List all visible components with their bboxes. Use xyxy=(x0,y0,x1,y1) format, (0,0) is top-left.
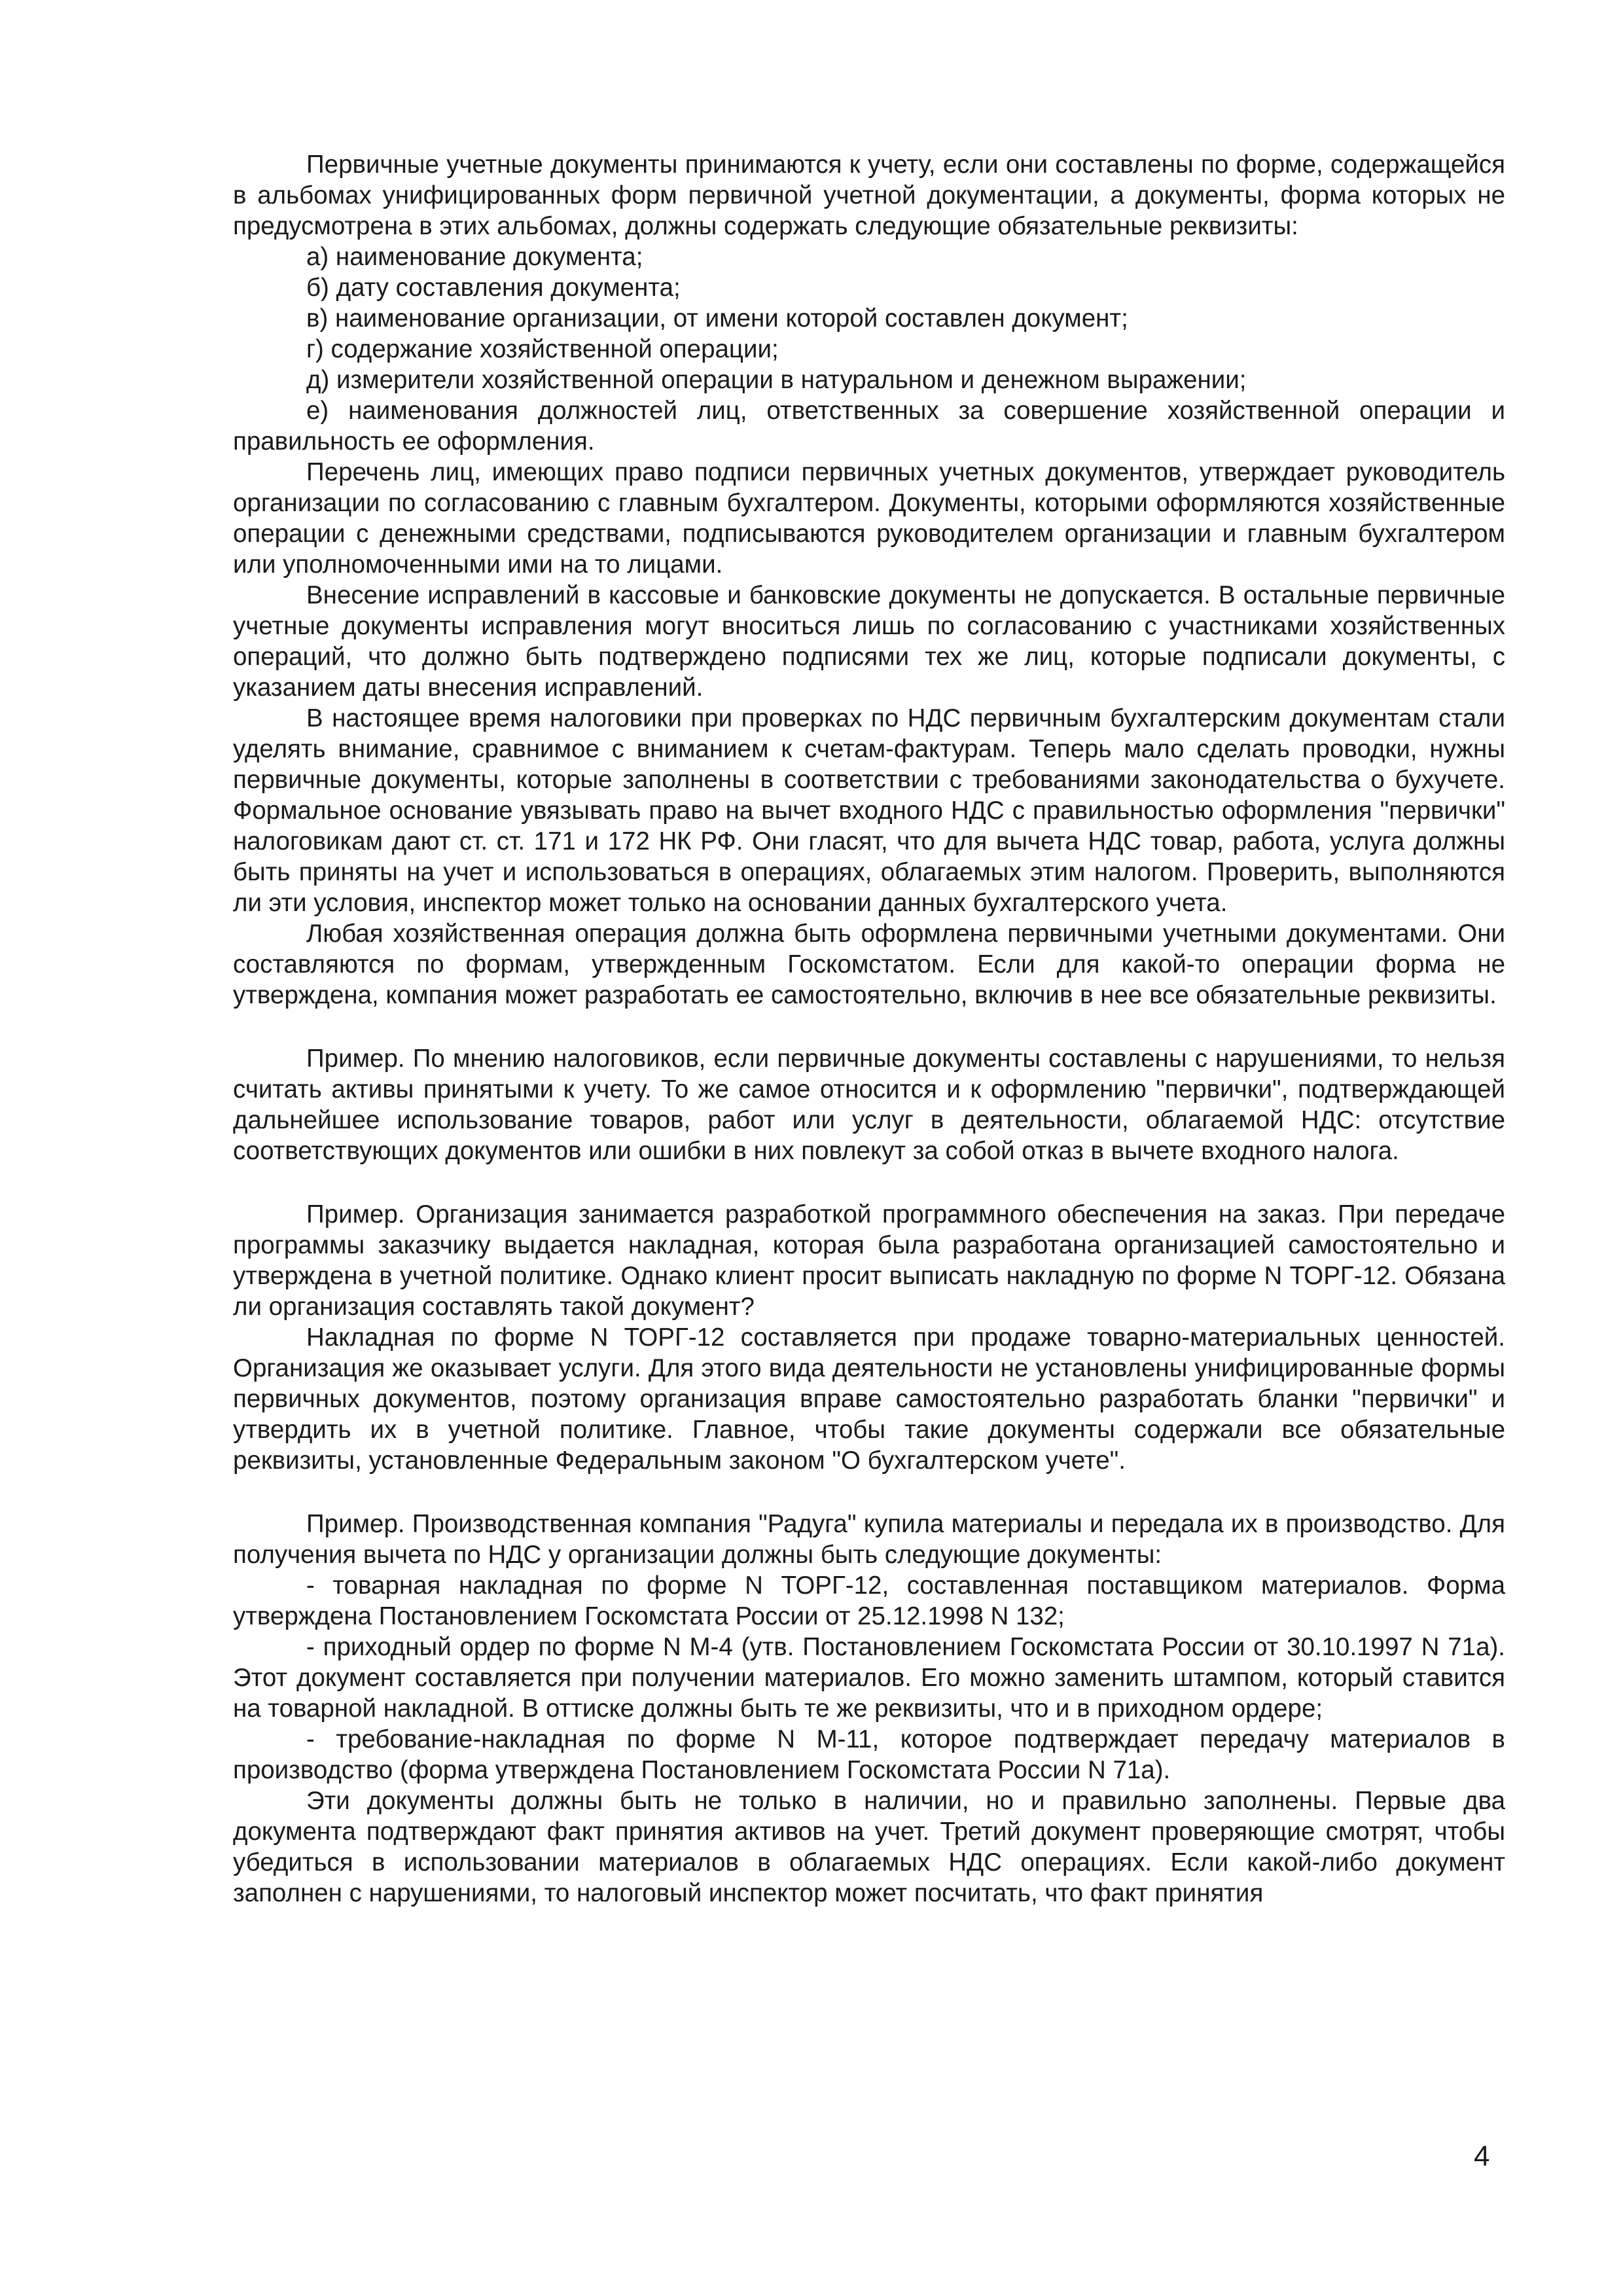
list-item-torg12: - товарная накладная по форме N ТОРГ-12, составленная поставщиком материалов. Форма утверждена Постановлением Госкомстата России от 25.12.1998 N 132; xyxy=(233,1571,1505,1630)
paragraph-business-operations: Любая хозяйственная операция должна быть оформлена первичными учетными документами. Они составляются по формам, утвержденным Госкомстатом. Если для какой-то операции форма не утверждена, компания может разработать ее самостоятельно, включив в нее все обязательные реквизиты. xyxy=(233,920,1505,1009)
paragraph-corrections: Внесение исправлений в кассовые и банковские документы не допускается. В остальные первичные учетные документы исправления могут вноситься лишь по согласованию с участниками хозяйственных операций, что должно быть подтверждено подписями тех же лиц, которые подписали документы, с указанием даты внесения исправлений. xyxy=(233,581,1505,702)
list-item-m4: - приходный ордер по форме N М-4 (утв. Постановлением Госкомстата России от 30.10.1997 N 71а). Этот документ составляется при получении материалов. Его можно заменить штампом, который ставится на товарной накладной. В оттиске должны быть те же реквизиты, что и в приходном ордере; xyxy=(233,1633,1505,1723)
paragraph-gap xyxy=(233,1476,1505,1509)
paragraph-signatories: Перечень лиц, имеющих право подписи первичных учетных документов, утверждает руководитель организации по согласованию с главным бухгалтером. Документы, которыми оформляются хозяйственные операции с денежными средствами, подписываются руководителем организации и главным бухгалтером или уполномоченными ими на то лицами. xyxy=(233,458,1505,579)
paragraph-torg12-answer: Накладная по форме N ТОРГ-12 составляется при продаже товарно-материальных ценностей. Организация же оказывает услуги. Для этого вида деятельности не установлены унифицированные формы первичных документов, поэтому организация вправе самостоятельно разработать бланки "первички" и утвердить их в учетной политике. Главное, чтобы такие документы содержали все обязательные реквизиты, установленные Федеральным законом "О бухгалтерском учете". xyxy=(233,1323,1505,1475)
paragraph-conclusion: Эти документы должны быть не только в наличии, но и правильно заполнены. Первые два документа подтверждают факт принятия активов на учет. Третий документ проверяющие смотрят, чтобы убедиться в использовании материалов в облагаемых НДС операциях. Если какой-либо документ заполнен с нарушениями, то налоговый инспектор может посчитать, что факт принятия xyxy=(233,1787,1505,1907)
paragraph-example-2: Пример. Организация занимается разработкой программного обеспечения на заказ. При передаче программы заказчику выдается накладная, которая была разработана организацией самостоятельно и утверждена в учетной политике. Однако клиент просит выписать накладную по форме N ТОРГ-12. Обязана ли организация составлять такой документ? xyxy=(233,1200,1505,1321)
document-body xyxy=(233,149,1505,1909)
paragraph-tax-inspections: В настоящее время налоговики при проверках по НДС первичным бухгалтерским документам стали уделять внимание, сравнимое с вниманием к счетам-фактурам. Теперь мало сделать проводки, нужны первичные документы, которые заполнены в соответствии с требованиями законодательства о бухучете. Формальное основание увязывать право на вычет входного НДС с правильностью оформления "первички" налоговикам дают ст. ст. 171 и 172 НК РФ. Они гласят, что для вычета НДС товар, работа, услуга должны быть приняты на учет и использоваться в операциях, облагаемых этим налогом. Проверить, выполняются ли эти условия, инспектор может только на основании данных бухгалтерского учета. xyxy=(233,704,1505,917)
page-number: 4 xyxy=(1474,2140,1490,2172)
paragraph-requisites-intro: Первичные учетные документы принимаются к учету, если они составлены по форме, содержащейся в альбомах унифицированных форм первичной учетной документации, а документы, форма которых не предусмотрена в этих альбомах, должны содержать следующие обязательные реквизиты: xyxy=(233,151,1505,240)
paragraph-example-3: Пример. Производственная компания "Радуга" купила материалы и передала их в производство. Для получения вычета по НДС у организации должны быть следующие документы: xyxy=(233,1510,1505,1569)
list-item-d: д) измерители хозяйственной операции в натуральном и денежном выражении; xyxy=(306,366,1247,394)
list-item-m11: - требование-накладная по форме N М-11, которое подтверждает передачу материалов в производство (форма утверждена Постановлением Госкомстата России N 71а). xyxy=(233,1725,1505,1784)
list-item-a: а) наименование документа; xyxy=(306,243,643,271)
list-item-b: б) дату составления документа; xyxy=(306,274,681,302)
paragraph-gap xyxy=(233,1166,1505,1199)
list-item-v: в) наименование организации, от имени которой составлен документ; xyxy=(306,304,1128,332)
paragraph-gap xyxy=(233,1011,1505,1043)
paragraph-example-1: Пример. По мнению налоговиков, если первичные документы составлены с нарушениями, то нельзя считать активы принятыми к учету. То же самое относится и к оформлению "первички", подтверждающей дальнейшее использование товаров, работ или услуг в деятельности, облагаемой НДС: отсутствие соответствующих документов или ошибки в них повлекут за собой отказ в вычете входного налога. xyxy=(233,1045,1505,1165)
list-item-g: г) содержание хозяйственной операции; xyxy=(306,335,779,363)
list-item-e: е) наименования должностей лиц, ответственных за совершение хозяйственной операции и правильность ее оформления. xyxy=(233,397,1505,456)
